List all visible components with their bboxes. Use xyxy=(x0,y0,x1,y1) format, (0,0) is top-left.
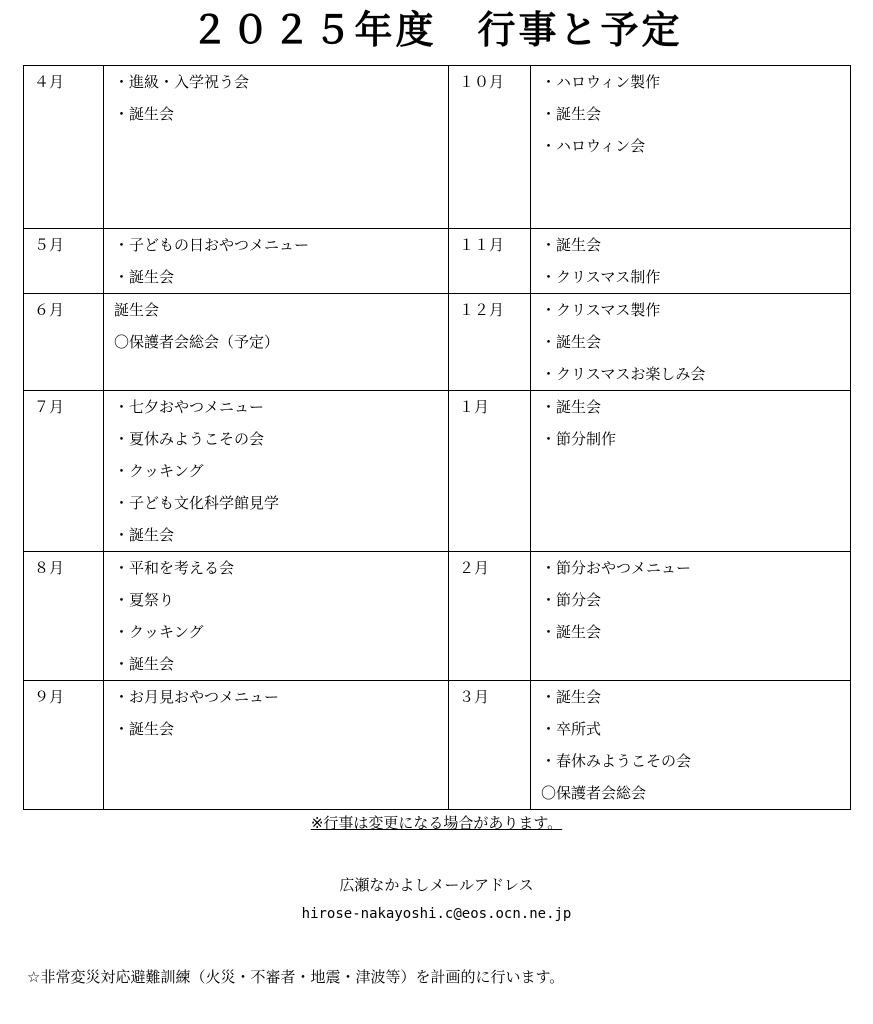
month-label: １１月 xyxy=(459,236,505,254)
change-notice xyxy=(0,812,873,833)
change-notice-text: ※行事は変更になる場合があります。 xyxy=(310,814,563,832)
month-cell xyxy=(24,229,104,294)
event-item: ・平和を考える会 xyxy=(114,559,235,577)
month-cell xyxy=(449,681,531,810)
month-cell xyxy=(24,66,104,229)
month-label: ３月 xyxy=(459,688,490,706)
event-item: ・誕生会 xyxy=(541,398,602,416)
event-item: ・夏祭り xyxy=(114,591,175,609)
event-item: ・ハロウィン会 xyxy=(541,137,646,155)
events-cell xyxy=(104,229,449,294)
month-label: ７月 xyxy=(34,398,65,416)
month-label: ６月 xyxy=(34,301,65,319)
event-item: ・卒所式 xyxy=(541,720,602,738)
events-cell xyxy=(104,66,449,229)
events-cell xyxy=(104,294,449,391)
event-item: ・節分おやつメニュー xyxy=(541,559,692,577)
schedule-row xyxy=(24,681,851,810)
event-item: ・誕生会 xyxy=(541,105,602,123)
event-item: ・進級・入学祝う会 xyxy=(114,73,250,91)
month-label: ４月 xyxy=(34,73,65,91)
event-item: ・誕生会 xyxy=(541,236,602,254)
mail-address: hirose-nakayoshi.c@eos.ocn.ne.jp xyxy=(301,906,572,922)
drill-notice: ☆非常変災対応避難訓練（火災・不審者・地震・津波等）を計画的に行います。 xyxy=(27,968,565,986)
event-item: ・誕生会 xyxy=(114,526,175,544)
events-cell xyxy=(531,66,851,229)
events-cell xyxy=(104,391,449,552)
events-cell xyxy=(531,681,851,810)
events-cell xyxy=(104,681,449,810)
month-cell xyxy=(449,66,531,229)
event-item: ・子どもの日おやつメニュー xyxy=(114,236,310,254)
events-cell xyxy=(531,294,851,391)
page-title: ２０２５年度 行事と予定 xyxy=(190,8,683,52)
month-cell xyxy=(24,391,104,552)
month-label: ５月 xyxy=(34,236,65,254)
event-item: ・誕生会 xyxy=(114,720,175,738)
events-cell xyxy=(531,229,851,294)
events-cell xyxy=(531,391,851,552)
event-item: ・クリスマス製作 xyxy=(541,301,661,319)
events-cell xyxy=(531,552,851,681)
event-item: ・七夕おやつメニュー xyxy=(114,398,265,416)
month-label: ８月 xyxy=(34,559,65,577)
event-item: ・誕生会 xyxy=(114,655,175,673)
events-cell xyxy=(104,552,449,681)
mail-heading: 広瀬なかよしメールアドレス xyxy=(339,876,534,894)
month-label: １月 xyxy=(459,398,490,416)
schedule-row xyxy=(24,66,851,229)
schedule-table xyxy=(23,65,851,810)
event-item: 〇保護者会総会 xyxy=(541,784,647,802)
month-label: １２月 xyxy=(459,301,505,319)
month-label: ９月 xyxy=(34,688,65,706)
month-cell xyxy=(449,552,531,681)
event-item: ・節分制作 xyxy=(541,430,617,448)
month-cell xyxy=(24,552,104,681)
event-item: ・誕生会 xyxy=(541,333,602,351)
event-item: ・クッキング xyxy=(114,623,204,641)
schedule-row xyxy=(24,552,851,681)
event-item: ・子ども文化科学館見学 xyxy=(114,494,280,512)
month-label: ２月 xyxy=(459,559,490,577)
month-cell xyxy=(449,391,531,552)
month-label: １０月 xyxy=(459,73,505,91)
event-item: ・誕生会 xyxy=(541,688,602,706)
month-cell xyxy=(449,229,531,294)
event-item: ・クリスマスお楽しみ会 xyxy=(541,365,706,383)
schedule-row xyxy=(24,391,851,552)
event-item: ・お月見おやつメニュー xyxy=(114,688,280,706)
event-item: ・春休みようこその会 xyxy=(541,752,692,770)
event-item: 誕生会 xyxy=(114,301,160,319)
month-cell xyxy=(449,294,531,391)
schedule-row xyxy=(24,294,851,391)
event-item: ・ハロウィン製作 xyxy=(541,73,661,91)
event-item: ・夏休みようこその会 xyxy=(114,430,265,448)
event-item: ・誕生会 xyxy=(541,623,602,641)
month-cell xyxy=(24,294,104,391)
month-cell xyxy=(24,681,104,810)
event-item: ・クリスマス制作 xyxy=(541,268,661,286)
schedule-row xyxy=(24,229,851,294)
event-item: ・誕生会 xyxy=(114,268,175,286)
event-item: 〇保護者会総会（予定） xyxy=(114,333,280,351)
event-item: ・クッキング xyxy=(114,462,204,480)
event-item: ・節分会 xyxy=(541,591,602,609)
event-item: ・誕生会 xyxy=(114,105,175,123)
